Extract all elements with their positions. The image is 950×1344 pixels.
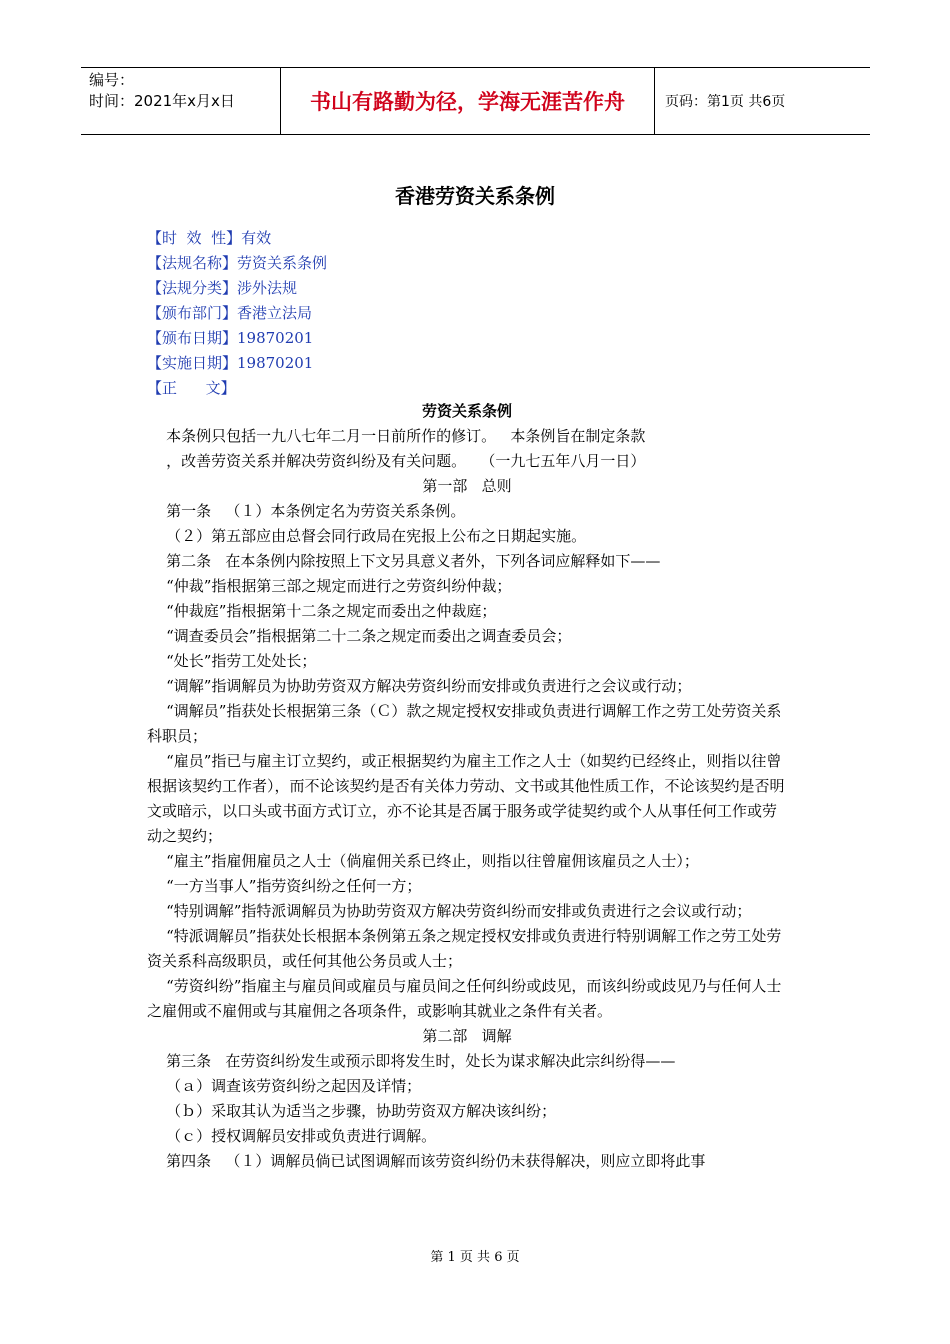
paragraph: “特别调解”指特派调解员为协助劳资双方解决劳资纠纷而安排或负责进行之会议或行动； <box>147 902 752 920</box>
paragraph: （ａ）调查该劳资纠纷之起因及详情； <box>147 1077 422 1095</box>
meta-issuing-department: 【颁布部门】香港立法局 <box>147 304 313 322</box>
meta-validity: 【时 效 性】有效 <box>147 229 272 247</box>
paragraph: 第三条 在劳资纠纷发生或预示即将发生时，处长为谋求解决此宗纠纷得—— <box>147 1052 676 1070</box>
paragraph: “仲裁庭”指根据第十二条之规定而委出之仲裁庭； <box>147 602 497 620</box>
meta-body-label: 【正 文】 <box>147 379 236 397</box>
document-meta <box>147 226 327 401</box>
paragraph: （２）第五部应由总督会同行政局在宪报上公布之日期起实施。 <box>147 527 587 545</box>
document-body <box>147 399 787 1174</box>
paragraph: “劳资纠纷”指雇主与雇员间或雇员与雇员间之任何纠纷或歧见，而该纠纷或歧见乃与任何人士之雇佣或不雇佣或与其雇佣之各项条件，或影响其就业之条件有关者。 <box>147 977 782 1020</box>
paragraph: “仲裁”指根据第三部之规定而进行之劳资纠纷仲裁； <box>147 577 512 595</box>
paragraph: （ｃ）授权调解员安排或负责进行调解。 <box>147 1127 437 1145</box>
paragraph: ，改善劳资关系并解决劳资纠纷及有关问题。 （一九七五年八月一日） <box>147 452 646 470</box>
paragraph: “一方当事人”指劳资纠纷之任何一方； <box>147 877 422 895</box>
paragraph: 第二条 在本条例内除按照上下文另具意义者外，下列各词应解释如下—— <box>147 552 661 570</box>
header-page-info: 页码：第1页 共6页 <box>665 94 786 110</box>
paragraph: （ｂ）采取其认为适当之步骤，协助劳资双方解决该纠纷； <box>147 1102 557 1120</box>
meta-effective-date: 【实施日期】19870201 <box>147 354 314 372</box>
section-heading: 第二部 调解 <box>422 1027 512 1045</box>
meta-law-name: 【法规名称】劳资关系条例 <box>147 254 328 272</box>
document-subtitle: 劳资关系条例 <box>421 402 512 420</box>
meta-law-category: 【法规分类】涉外法规 <box>147 279 298 297</box>
header-left-cell <box>81 68 281 134</box>
header-motto: 书山有路勤为径，学海无涯苦作舟 <box>281 68 655 134</box>
page-footer: 第 1 页 共 6 页 <box>430 1250 520 1265</box>
paragraph: “特派调解员”指获处长根据本条例第五条之规定授权安排或负责进行特别调解工作之劳工处劳资关系科高级职员，或任何其他公务员或人士； <box>147 927 782 970</box>
paragraph: “调查委员会”指根据第二十二条之规定而委出之调查委员会； <box>147 627 572 645</box>
paragraph: 本条例只包括一九八七年二月一日前所作的修订。 本条例旨在制定条款 <box>147 427 646 445</box>
paragraph: “处长”指劳工处处长； <box>147 652 317 670</box>
page-header <box>81 67 870 135</box>
paragraph: “调解”指调解员为协助劳资双方解决劳资纠纷而安排或负责进行之会议或行动； <box>147 677 692 695</box>
paragraph: “雇主”指雇佣雇员之人士（倘雇佣关系已终止，则指以往曾雇佣该雇员之人士）； <box>147 852 699 870</box>
header-number-label: 编号： <box>89 71 135 89</box>
document-title: 香港劳资关系条例 <box>395 184 555 208</box>
section-heading: 第一部 总则 <box>422 477 512 495</box>
paragraph: 第四条 （１）调解员倘已试图调解而该劳资纠纷仍未获得解决，则应立即将此事 <box>147 1152 706 1170</box>
meta-issue-date: 【颁布日期】19870201 <box>147 329 314 347</box>
paragraph: “雇员”指已与雇主订立契约，或正根据契约为雇主工作之人士（如契约已经终止，则指以往曾根据该契约工作者），而不论该契约是否有关体力劳动、文书或其他性质工作，不论该契约是否明文或暗示，以口头或书面方式订立，亦不论其是否属于服务或学徒契约或个人从事任何工作或劳动之契约； <box>147 752 785 845</box>
paragraph: “调解员”指获处长根据第三条（Ｃ）款之规定授权安排或负责进行调解工作之劳工处劳资关系科职员； <box>147 702 782 745</box>
header-time-label: 时间：2021年x月x日 <box>89 92 235 110</box>
paragraph: 第一条 （１）本条例定名为劳资关系条例。 <box>147 502 466 520</box>
